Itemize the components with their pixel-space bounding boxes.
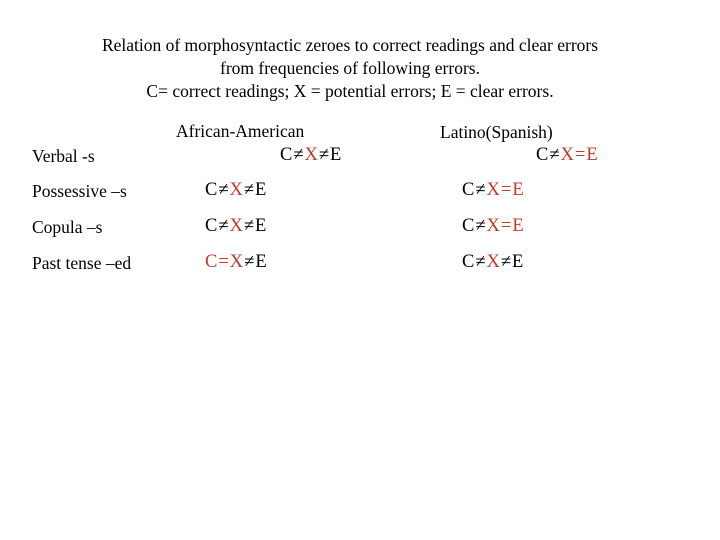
relation-token: X xyxy=(560,145,575,165)
relation-token: ≠ xyxy=(500,252,513,272)
relation-token: X xyxy=(229,216,244,236)
relation-token: C xyxy=(280,145,294,165)
relation-token: X xyxy=(229,252,245,272)
relation-token: ≠ xyxy=(244,252,256,272)
relation-token: ≠ xyxy=(243,180,256,200)
title-line-2: from frequencies of following errors. xyxy=(220,58,480,78)
relation-token: ≠ xyxy=(218,180,230,200)
relation-token: C xyxy=(462,252,476,272)
aa-relation-possessive-s xyxy=(205,179,267,201)
relation-token: E xyxy=(255,252,268,272)
relation-token: ≠ xyxy=(549,145,561,165)
relation-token: C xyxy=(536,145,550,165)
row-label-copula-s: Copula –s xyxy=(32,217,103,237)
aa-relation-past-tense-ed xyxy=(205,251,268,273)
relation-token: ≠ xyxy=(293,145,305,165)
latino-relation-verbal-s xyxy=(536,144,599,166)
latino-relation-copula-s xyxy=(462,215,525,237)
latino-relation-past-tense-ed xyxy=(462,251,524,273)
relation-token: C xyxy=(462,180,476,200)
relation-token: X xyxy=(304,145,319,165)
column-header-latino: Latino(Spanish) xyxy=(440,122,553,142)
relation-token: C xyxy=(205,180,219,200)
relation-token: C xyxy=(205,216,219,236)
row-label-past-tense-ed: Past tense –ed xyxy=(32,253,132,273)
aa-relation-copula-s xyxy=(205,215,267,237)
relation-token: X xyxy=(229,180,244,200)
relation-token: E xyxy=(255,180,268,200)
relation-token: = xyxy=(500,216,513,236)
relation-token: ≠ xyxy=(475,216,487,236)
relation-token: C xyxy=(462,216,476,236)
relation-token: E xyxy=(512,180,525,200)
relation-token: X xyxy=(486,216,501,236)
relation-token: E xyxy=(512,216,525,236)
relation-token: E xyxy=(586,145,599,165)
relation-token: = xyxy=(500,180,513,200)
slide-title xyxy=(0,34,700,103)
title-line-3: C= correct readings; X = potential errors; E = clear errors. xyxy=(146,81,554,101)
relation-token: ≠ xyxy=(243,216,256,236)
relation-token: ≠ xyxy=(218,216,230,236)
row-label-possessive-s: Possessive –s xyxy=(32,181,127,201)
relation-token: ≠ xyxy=(475,180,487,200)
relation-token: C xyxy=(205,252,219,272)
relation-token: E xyxy=(330,145,343,165)
latino-relation-possessive-s xyxy=(462,179,525,201)
column-header-african-american: African-American xyxy=(176,121,305,141)
row-label-verbal-s: Verbal -s xyxy=(32,146,95,166)
relation-token: = xyxy=(574,145,587,165)
relation-token: E xyxy=(255,216,268,236)
relation-token: X xyxy=(486,252,501,272)
relation-token: E xyxy=(512,252,525,272)
aa-relation-verbal-s xyxy=(280,144,342,166)
relation-token: ≠ xyxy=(318,145,331,165)
relation-token: X xyxy=(486,180,501,200)
relation-token: = xyxy=(218,252,230,272)
title-line-1: Relation of morphosyntactic zeroes to correct readings and clear errors xyxy=(101,35,599,55)
relation-token: ≠ xyxy=(475,252,487,272)
